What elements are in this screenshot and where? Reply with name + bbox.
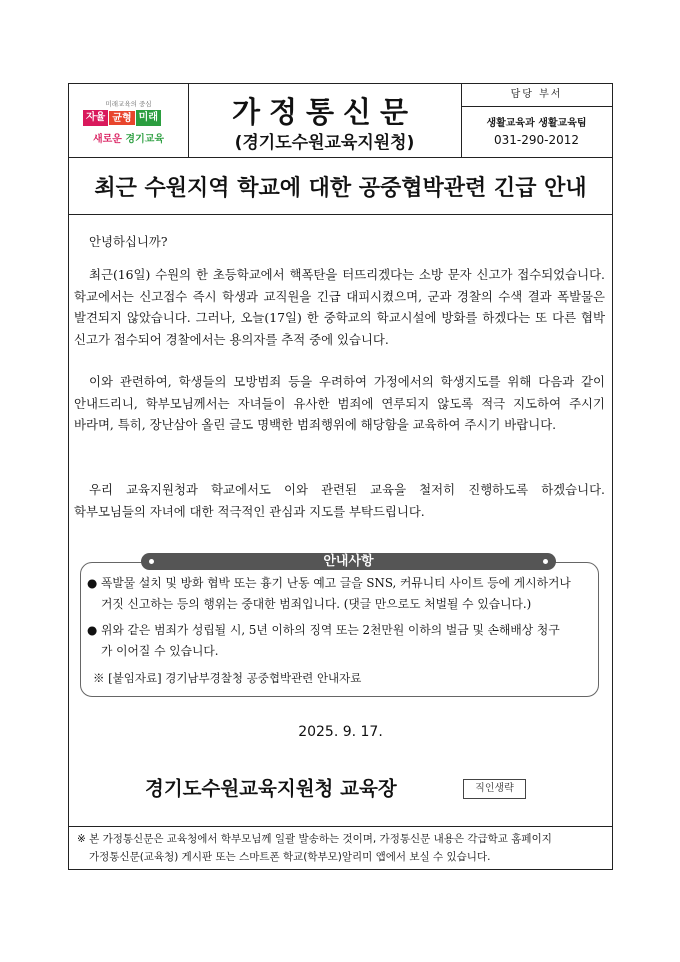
footer-line-1: ※ 본 가정통신문은 교육청에서 학부모님께 일괄 발송하는 것이며, 가정통신문 내용은 각급학교 홈페이지 <box>77 833 552 845</box>
headline-row <box>69 157 612 215</box>
issue-date: 2025. 9. 17. <box>298 724 383 740</box>
logo-word-1: 자율 <box>83 110 108 126</box>
bar-dot-right <box>543 559 548 564</box>
title-cell <box>188 84 462 157</box>
seal-omitted-stamp: 직인생략 <box>463 779 526 799</box>
paragraph-2: 이와 관련하여, 학생들의 모방범죄 등을 우려하여 가정에서의 학생지도를 위해 다음과 같이 안내드리니, 학부모님께서는 자녀들이 유사한 범죄에 연루되지 않도록 적극 지도하여 주시기 바라며, 특히, 장난삼아 올린 글도 명백한 범죄행위에 해당함을 교육하여 주시기 바랍니다. <box>74 374 605 432</box>
department-label: 담당 부서 <box>461 84 612 107</box>
logo-word-3: 미래 <box>136 110 161 126</box>
bar-dot-left <box>149 559 154 564</box>
logo-subtitle <box>69 130 188 145</box>
department-cell <box>461 84 612 157</box>
page-subtitle: (경기도수원교육지원청) <box>234 133 415 153</box>
bullet-icon: ● <box>87 576 98 590</box>
paragraph-1: 최근(16일) 수원의 한 초등학교에서 핵폭탄을 터뜨리겠다는 소방 문자 신고가 접수되었습니다. 학교에서는 신고접수 즉시 학생과 교직원을 긴급 대피시켰으며, 군과 경찰의 수색 결과 폭발물은 발견되지 않았습니다. 그러나, 오늘(17일) 한 중학교의 학교시설에 방화를 하겠다는 또 다른 협박 신고가 접수되어 경찰에서는 용의자를 추적 중에 있습니다. <box>74 267 605 347</box>
footer-line-2: 가정통신문(교육청) 게시판 또는 스마트폰 학교(학부모)알리미 앱에서 보실 수 있습니다. <box>89 851 491 863</box>
logo-sub-a: 새로운 <box>92 134 126 145</box>
paragraph-3: 우리 교육지원청과 학교에서도 이와 관련된 교육을 철저히 진행하도록 하겠습니다. 학부모님들의 자녀에 대한 적극적인 관심과 지도를 부탁드립니다. <box>74 482 605 519</box>
footer-note <box>69 826 612 870</box>
notice-box <box>80 554 599 697</box>
notice-title: 안내사항 <box>323 554 374 569</box>
notice-item-2 <box>87 620 571 662</box>
headline: 최근 수원지역 학교에 대한 공중협박관련 긴급 안내 <box>94 176 587 201</box>
logo <box>69 84 189 157</box>
department-name: 생활교육과 생활교육팀 <box>486 118 587 129</box>
logo-sub-b: 경기교육 <box>125 134 165 145</box>
attachment-reference: ※ [붙임자료] 경기남부경찰청 공중협박관련 안내자료 <box>93 671 362 685</box>
department-phone: 031-290-2012 <box>493 133 579 147</box>
newsletter-frame <box>68 83 613 870</box>
notice-item-2-text: 위와 같은 범죄가 성립될 시, 5년 이하의 징역 또는 2천만원 이하의 벌금 및 손해배상 청구가 이어질 수 있습니다. <box>101 623 560 658</box>
logo-word-2: 균형 <box>108 110 135 126</box>
bullet-icon: ● <box>87 623 98 637</box>
logo-words <box>83 110 161 126</box>
notice-item-1-text: 폭발물 설치 및 방화 협박 또는 흉기 난동 예고 글을 SNS, 커뮤니티 사이트 등에 게시하거나 거짓 신고하는 등의 행위는 중대한 범죄입니다. (댓글 만으로도 처벌될 수 있습니다.) <box>101 576 571 611</box>
signer: 경기도수원교육지원청 교육장 <box>145 777 397 800</box>
logo-tagline: 미래교육의 중심 <box>105 100 152 108</box>
notice-item-1 <box>87 573 571 615</box>
header <box>69 84 612 158</box>
notice-title-bar <box>141 553 556 570</box>
greeting: 안녕하십니까? <box>89 234 168 249</box>
page-title: 가정통신문 <box>231 95 418 129</box>
